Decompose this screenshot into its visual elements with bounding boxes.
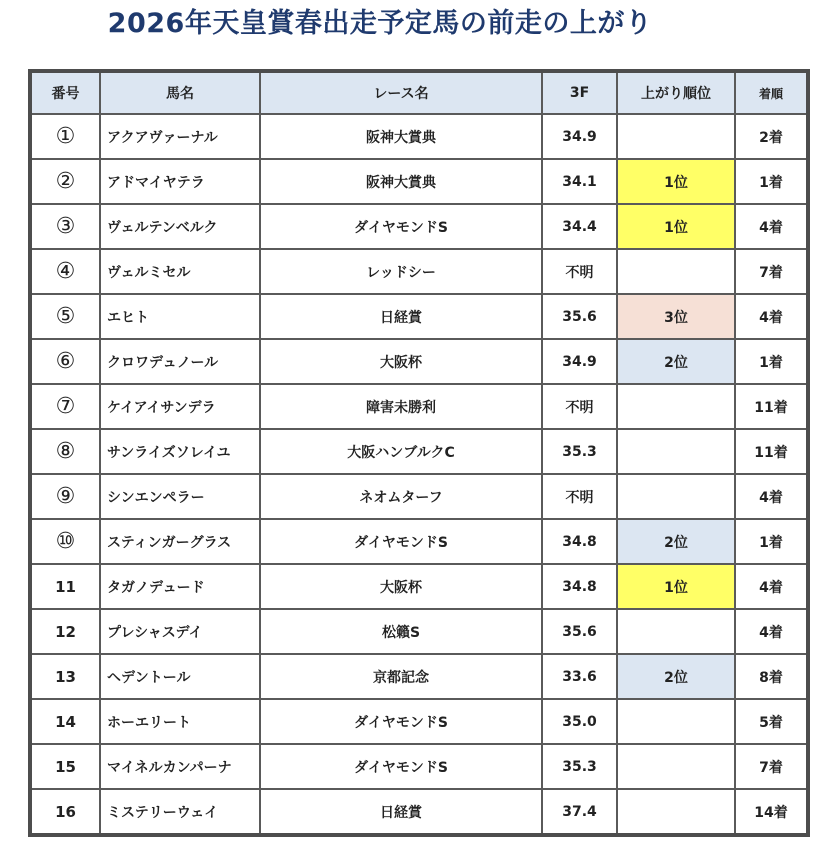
table-row xyxy=(30,159,808,204)
cell-num xyxy=(30,159,100,204)
table-row xyxy=(30,114,808,159)
cell-num: 13 xyxy=(30,654,100,699)
cell-finish: 8着 xyxy=(735,654,808,699)
cell-race-name: 大阪杯 xyxy=(260,564,542,609)
cell-3f: 35.6 xyxy=(542,609,617,654)
cell-rank: 2位 xyxy=(617,654,735,699)
header-num: 番号 xyxy=(30,71,100,114)
cell-finish: 5着 xyxy=(735,699,808,744)
cell-3f: 33.6 xyxy=(542,654,617,699)
cell-horse-name: アクアヴァーナル xyxy=(100,114,260,159)
cell-3f: 35.3 xyxy=(542,429,617,474)
cell-finish: 11着 xyxy=(735,384,808,429)
cell-3f: 34.8 xyxy=(542,519,617,564)
table-row xyxy=(30,429,808,474)
cell-rank xyxy=(617,429,735,474)
circled-number: ⑦ xyxy=(55,394,76,419)
cell-num xyxy=(30,204,100,249)
cell-num: 12 xyxy=(30,609,100,654)
cell-race-name: 日経賞 xyxy=(260,294,542,339)
cell-num xyxy=(30,294,100,339)
circled-number: ① xyxy=(55,124,76,149)
cell-num xyxy=(30,339,100,384)
cell-3f: 34.4 xyxy=(542,204,617,249)
cell-race-name: 松籟S xyxy=(260,609,542,654)
horse-table xyxy=(28,69,810,837)
circled-number: ⑧ xyxy=(55,439,76,464)
table-body xyxy=(30,114,808,835)
table-row xyxy=(30,609,808,654)
cell-num xyxy=(30,519,100,564)
circled-number: ④ xyxy=(55,259,76,284)
cell-horse-name: サンライズソレイユ xyxy=(100,429,260,474)
table-row xyxy=(30,654,808,699)
cell-finish: 2着 xyxy=(735,114,808,159)
cell-rank xyxy=(617,699,735,744)
cell-rank: 1位 xyxy=(617,159,735,204)
table-row xyxy=(30,294,808,339)
table-row xyxy=(30,789,808,835)
cell-horse-name: スティンガーグラス xyxy=(100,519,260,564)
table-header-row xyxy=(30,71,808,114)
cell-finish: 4着 xyxy=(735,294,808,339)
cell-race-name: ネオムターフ xyxy=(260,474,542,519)
cell-rank xyxy=(617,249,735,294)
cell-horse-name: クロワデュノール xyxy=(100,339,260,384)
cell-rank: 2位 xyxy=(617,519,735,564)
cell-3f: 34.9 xyxy=(542,339,617,384)
circled-number: ⑥ xyxy=(55,349,76,374)
cell-num: 11 xyxy=(30,564,100,609)
cell-3f: 37.4 xyxy=(542,789,617,835)
table-row xyxy=(30,474,808,519)
table-row xyxy=(30,384,808,429)
cell-3f: 不明 xyxy=(542,249,617,294)
cell-finish: 4着 xyxy=(735,609,808,654)
cell-num: 14 xyxy=(30,699,100,744)
cell-horse-name: プレシャスデイ xyxy=(100,609,260,654)
cell-rank: 2位 xyxy=(617,339,735,384)
cell-race-name: ダイヤモンドS xyxy=(260,519,542,564)
cell-horse-name: ヴェルテンベルク xyxy=(100,204,260,249)
circled-number: ② xyxy=(55,169,76,194)
cell-race-name: 阪神大賞典 xyxy=(260,114,542,159)
cell-horse-name: タガノデュード xyxy=(100,564,260,609)
cell-race-name: ダイヤモンドS xyxy=(260,204,542,249)
table-row xyxy=(30,519,808,564)
cell-num xyxy=(30,429,100,474)
header-name: 馬名 xyxy=(100,71,260,114)
cell-rank xyxy=(617,609,735,654)
cell-3f: 不明 xyxy=(542,474,617,519)
cell-rank xyxy=(617,384,735,429)
table-row xyxy=(30,339,808,384)
cell-horse-name: エヒト xyxy=(100,294,260,339)
cell-num xyxy=(30,474,100,519)
table-row xyxy=(30,744,808,789)
cell-finish: 4着 xyxy=(735,474,808,519)
cell-num: 16 xyxy=(30,789,100,835)
table-row xyxy=(30,564,808,609)
cell-horse-name: ヴェルミセル xyxy=(100,249,260,294)
cell-horse-name: シンエンペラー xyxy=(100,474,260,519)
cell-horse-name: ケイアイサンデラ xyxy=(100,384,260,429)
cell-rank xyxy=(617,789,735,835)
header-finish: 着順 xyxy=(735,71,808,114)
cell-3f: 35.6 xyxy=(542,294,617,339)
cell-num xyxy=(30,249,100,294)
header-race: レース名 xyxy=(260,71,542,114)
cell-race-name: レッドシー xyxy=(260,249,542,294)
cell-num xyxy=(30,384,100,429)
cell-3f: 34.9 xyxy=(542,114,617,159)
cell-rank: 1位 xyxy=(617,204,735,249)
header-rank: 上がり順位 xyxy=(617,71,735,114)
table-row xyxy=(30,249,808,294)
cell-finish: 11着 xyxy=(735,429,808,474)
cell-rank: 1位 xyxy=(617,564,735,609)
cell-horse-name: ヘデントール xyxy=(100,654,260,699)
cell-rank: 3位 xyxy=(617,294,735,339)
cell-num xyxy=(30,114,100,159)
cell-horse-name: ホーエリート xyxy=(100,699,260,744)
cell-finish: 4着 xyxy=(735,204,808,249)
cell-race-name: 大阪杯 xyxy=(260,339,542,384)
circled-number: ⑤ xyxy=(55,304,76,329)
cell-race-name: 阪神大賞典 xyxy=(260,159,542,204)
cell-3f: 不明 xyxy=(542,384,617,429)
cell-finish: 1着 xyxy=(735,519,808,564)
cell-race-name: 障害未勝利 xyxy=(260,384,542,429)
cell-horse-name: ミステリーウェイ xyxy=(100,789,260,835)
cell-3f: 35.0 xyxy=(542,699,617,744)
cell-race-name: ダイヤモンドS xyxy=(260,744,542,789)
cell-3f: 35.3 xyxy=(542,744,617,789)
cell-finish: 7着 xyxy=(735,249,808,294)
cell-race-name: ダイヤモンドS xyxy=(260,699,542,744)
cell-finish: 1着 xyxy=(735,159,808,204)
cell-3f: 34.1 xyxy=(542,159,617,204)
cell-3f: 34.8 xyxy=(542,564,617,609)
cell-rank xyxy=(617,114,735,159)
cell-finish: 7着 xyxy=(735,744,808,789)
circled-number: ⑩ xyxy=(55,529,76,554)
circled-number: ③ xyxy=(55,214,76,239)
circled-number: ⑨ xyxy=(55,484,76,509)
cell-rank xyxy=(617,744,735,789)
header-3f: 3F xyxy=(542,71,617,114)
cell-finish: 4着 xyxy=(735,564,808,609)
cell-num: 15 xyxy=(30,744,100,789)
page-title: 2026年天皇賞春出走予定馬の前走の上がり xyxy=(107,8,653,39)
cell-finish: 1着 xyxy=(735,339,808,384)
table-row xyxy=(30,699,808,744)
cell-rank xyxy=(617,474,735,519)
cell-finish: 14着 xyxy=(735,789,808,835)
cell-race-name: 大阪ハンブルクC xyxy=(260,429,542,474)
cell-horse-name: マイネルカンパーナ xyxy=(100,744,260,789)
cell-race-name: 京都記念 xyxy=(260,654,542,699)
table-row xyxy=(30,204,808,249)
cell-race-name: 日経賞 xyxy=(260,789,542,835)
cell-horse-name: アドマイヤテラ xyxy=(100,159,260,204)
